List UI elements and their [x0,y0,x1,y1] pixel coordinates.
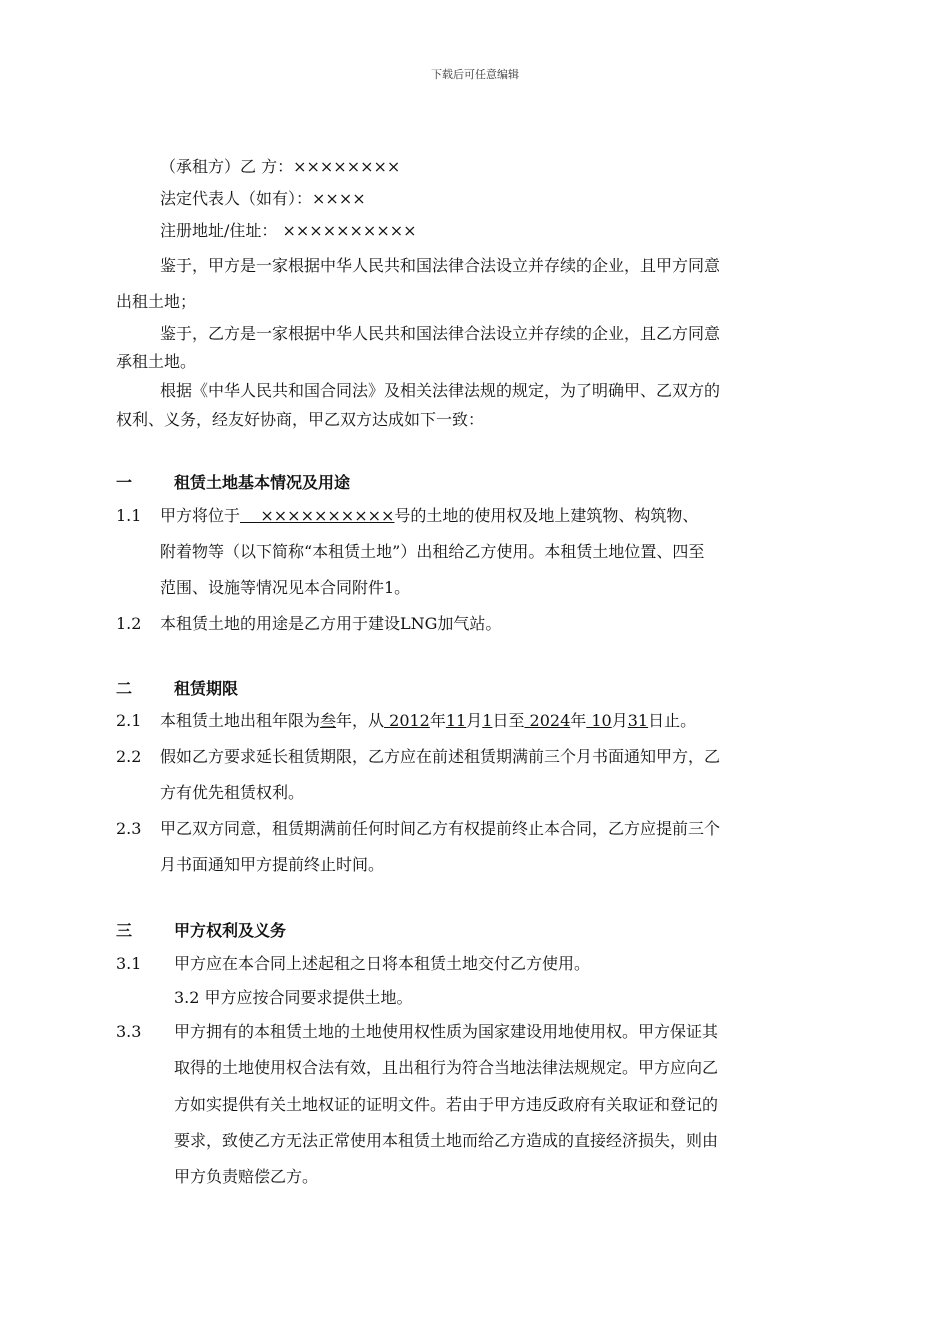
page-header-note: 下载后可任意编辑 [431,68,519,81]
clause-2-1-number: 2.1 [116,711,142,730]
section1-number: 一 [116,473,133,492]
clause-3-3-line1: 甲方拥有的本租赁土地的土地使用权性质为国家建设用地使用权。甲方保证其 [174,1022,719,1041]
lease-years: 叁 [320,711,337,730]
clause-2-1-text [160,711,696,731]
clause-2-1-part: 日止。 [648,711,697,730]
clause-2-1-part: 日至 [492,711,525,730]
clause-2-2-number: 2.2 [116,747,142,766]
clause-2-2-line1: 假如乙方要求延长租赁期限，乙方应在前述租赁期满前三个月书面通知甲方，乙 [160,747,721,766]
section2-title: 租赁期限 [174,679,239,698]
clause-2-1-part: 年 [429,711,446,730]
clause-3-3-line3: 方如实提供有关土地权证的证明文件。若由于甲方违反政府有关取证和登记的 [174,1095,719,1114]
address-line: 注册地址/住址： ×××××××××× [160,221,417,240]
preamble-p1-line1: 鉴于，甲方是一家根据中华人民共和国法律合法设立并存续的企业，且甲方同意 [160,256,721,275]
clause-1-1-address: ×××××××××× [240,506,395,525]
section2-number: 二 [116,679,133,698]
preamble-p1-line2: 出租土地； [116,292,197,311]
clause-2-1-part: 月 [466,711,483,730]
clause-1-2-number: 1.2 [116,614,142,633]
lessee-line: （承租方）乙 方：×××××××× [160,157,401,176]
end-month: 10 [586,711,612,730]
clause-1-2-text: 本租赁土地的用途是乙方用于建设LNG加气站。 [160,614,502,633]
end-year: 2024 [524,711,571,730]
clause-1-1-line3: 范围、设施等情况见本合同附件1。 [160,578,411,597]
section1-title: 租赁土地基本情况及用途 [174,473,351,492]
preamble-p3-line2: 权利、义务，经友好协商，甲乙双方达成如下一致： [116,410,485,429]
clause-3-3-number: 3.3 [116,1022,142,1041]
clause-1-1-line1 [160,506,698,526]
clause-2-3-line1: 甲乙双方同意，租赁期满前任何时间乙方有权提前终止本合同，乙方应提前三个 [160,819,721,838]
clause-2-1-part: 年 [570,711,587,730]
clause-3-3-line2: 取得的土地使用权合法有效，且出租行为符合当地法律法规规定。甲方应向乙 [174,1058,719,1077]
clause-2-1-part: 年，从 [336,711,385,730]
clause-2-3-line2: 月书面通知甲方提前终止时间。 [160,855,385,874]
clause-2-3-number: 2.3 [116,819,142,838]
start-year: 2012 [384,711,430,730]
section3-title: 甲方权利及义务 [174,921,287,940]
clause-3-3-line4: 要求，致使乙方无法正常使用本租赁土地而给乙方造成的直接经济损失，则由 [174,1131,719,1150]
preamble-p3-line1: 根据《中华人民共和国合同法》及相关法律法规的规定，为了明确甲、乙双方的 [160,381,721,400]
clause-1-1-line2: 附着物等（以下简称“本租赁土地”）出租给乙方使用。本租赁土地位置、四至 [160,542,705,561]
start-month: 11 [445,711,467,730]
clause-1-1-number: 1.1 [116,506,142,525]
clause-3-1-text: 甲方应在本合同上述起租之日将本租赁土地交付乙方使用。 [174,954,591,973]
preamble-p2-line1: 鉴于，乙方是一家根据中华人民共和国法律合法设立并存续的企业，且乙方同意 [160,324,721,343]
preamble-p2-line2: 承租土地。 [116,352,197,371]
representative-line: 法定代表人（如有）：×××× [160,189,366,208]
clause-1-1-pre: 甲方将位于 [160,506,241,525]
section3-number: 三 [116,921,133,940]
clause-2-2-line2: 方有优先租赁权利。 [160,783,305,802]
start-day: 1 [482,711,493,730]
clause-2-1-part: 月 [611,711,628,730]
clause-3-2-text: 3.2 甲方应按合同要求提供土地。 [174,988,413,1007]
end-day: 31 [627,711,649,730]
clause-1-1-post: 号的土地的使用权及地上建筑物、构筑物、 [394,506,699,525]
clause-3-3-line5: 甲方负责赔偿乙方。 [174,1167,319,1186]
clause-3-1-number: 3.1 [116,954,142,973]
clause-2-1-part: 本租赁土地出租年限为 [160,711,321,730]
